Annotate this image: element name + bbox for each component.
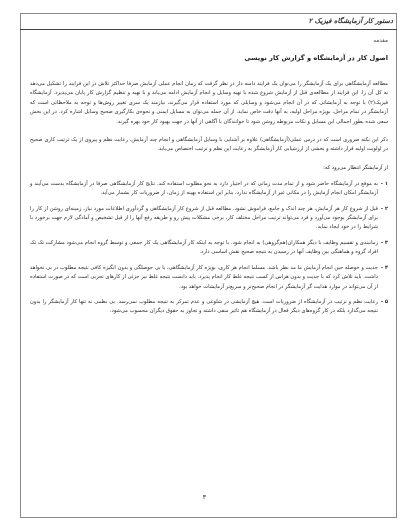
list-item <box>30 180 388 199</box>
expectations-list <box>30 180 388 317</box>
header-divider <box>20 29 397 30</box>
list-bullet: ۳ - <box>380 239 388 246</box>
list-bullet: ۵ - <box>380 298 388 305</box>
list-item-text: به موقع در آزمایشگاه حاضر شود و از تمام مدت زمانی که در اختیار دارد به نحو مطلوب استفاده کند. نتایج کار آزمایشگاهی صرفا در آزمایشگاه بدست می‌آیند و آزمایشگر امکان انجام آزمایش را در مکانی غیر از آزمایشگاه ندارد، بنابر این استفاده بهینه از زمان، از ضروریات کار بشمار می‌آید. <box>30 180 378 197</box>
list-item <box>30 205 388 233</box>
list-item <box>30 239 388 258</box>
list-item <box>30 298 388 317</box>
list-item-text: جدیت و حوصله حین انجام آزمایش ما مد نظر باشد. مسلما انجام هر کاری، بویژه کار آزمایشگاهی، با بی حوصلگی و بدون انگیزه کافی نتیجه مطلوب در بی نخواهد داشت. باید تلاش کرد که با جدیت و بدون هراس از کسب نتیجه غلط کار انجام پذیرد. باید دانست نتیجه غلط نیز جزئی از کارهای تجربی است که در صورت استفاده از آن می‌تواند در موارد هدایت گر آزمایشگر در انجام صحیح‌تر و سریع‌تر آزمایشات خواهد بود. <box>30 264 378 290</box>
header-title: دستور کار آزمایشگاه فیزیک ۲ <box>308 17 393 25</box>
page-number: ۳ <box>202 493 207 501</box>
section-label: مقدمه <box>373 38 388 44</box>
paragraph-note: ذکر این نکته ضروری است که در درس عملی(آزمایشگاهی) علاوه بر آشنایی با وسایل آزمایشگاهی و انجام چند آزمایش، رعایت نظم و پیروی از یک ترتیب کاری صحیح در اولویت اولیه قرار داشته و بخشی از ارزشیابی کار آزمایشگر به رعایت این نظم و ترتیب اختصاص می‌یابد. <box>30 137 388 153</box>
section-heading: اصول کار در آزمایشگاه و گزارش کار نویسی <box>244 54 388 62</box>
page-header <box>20 13 397 29</box>
page-content <box>30 38 388 323</box>
list-item-text: قبل از شروع کار هر آزمایش، هر چند اندک و جامع، فراموش نشود. مطالعه قبل از شروع کار آزمایشگاهی و گردآوری اطلاعات مورد نیاز، زمینه‌ای روشن از کار را برای آزمایشگر بوجود می‌آورد و فرد می‌تواند ترتیب مراحل مختلف کار، برخی مشکلات پیش رو و طریقه رفع آنها را از قبل تشخیص و آمادگی لازم جهت برخورد با شرایط را در خود ایجاد نماید. <box>30 205 378 231</box>
list-item <box>30 264 388 292</box>
list-bullet: ۱ - <box>380 180 388 187</box>
list-bullet: ۴ - <box>380 264 388 271</box>
list-intro: از آزمایشگر انتظار می‌رود که: <box>323 164 388 171</box>
list-bullet: ۲ - <box>380 205 388 212</box>
paragraph-intro: مطالعه آزمایشگاهی برای یک آزمایشگر را می‌توان یک فرایند دامنه دار در نظر گرفت که زمان انجام عملی آزمایش صرفا حداکثر تلاش در این فرایند را تشکیل می‌دهد نه کل آن را. این فرایند از مطالعه‌ی قبل از آزمایش شروع شده با تهیه وسایل و انجام آزمایش ادامه می‌یابد و با تهیه و تنظیم گزارش کار پایان می‌پذیرد. آزمایشگاه فیزیک(۲) با توجه به آزمایشاتی که در آن انجام می‌شود و وسایلی که مورد استفاده قرار می‌گیرند، نیازمند یک سری تغییر روش‌ها و توجه به ملاحظاتی است که آزمایشگر در تمام مراحل، بویژه مراحل اولیه، به آنها دقت خاص نماید. از آن جمله می‌توان به مسایل ایمنی و نحوه‌ی بکارگیری صحیح وسایل اشاره کرد. در این بخش سعی شده بطور اجمالی این مسایل و نکات مربوطه روشن شود تا خوانندگان با آگاهی از آنها در جهت بهبود کار خود بهره گیرند. <box>30 81 388 125</box>
list-item-text: رعایت نظم و ترتیب در آزمایشگاه از ضروریات است. هیچ آزمایشی در شلوغی و عدم تمرکز به نتیجه مطلوب نمی‌رسد. بی نظمی نه تنها کار آزمایشگر را بدون نتیجه می‌گذارد بلکه در کار گروه‌های دیگر فعال در آزمایشگاه هم تاثیر منفی داشته و تجاوز به حقوق دیگران محسوب می‌شود. <box>30 298 378 315</box>
list-item-text: زمانبندی و تقسیم وظایف با دیگر همکاران(هم‌گروهی) به انجام شود. با توجه به اینکه کار آزمایشگاهی یک کار جمعی و توسط گروه انجام می‌شود مشارکت تک تک افراد گروه و هماهنگی بین وظایف آنها در رسیدن به نتیجه صحیح نقش اساسی دارد. <box>30 239 378 256</box>
